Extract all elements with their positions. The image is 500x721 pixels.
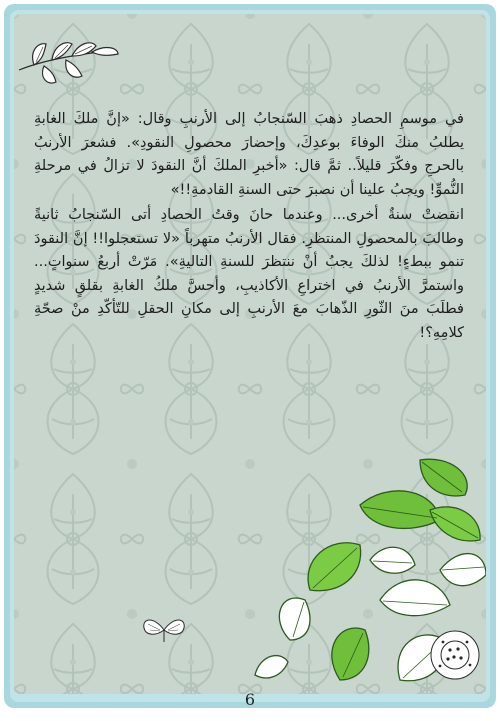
story-text xyxy=(34,108,464,347)
leaf-sprig-illustration xyxy=(14,30,124,90)
story-paragraph-1: في موسمِ الحصادِ ذهبَ السّنجابُ إلى الأرنبِ وقال: «إنَّ ملكَ الغابةِ يطلبُ منكَ الوفاءَ بوعدِكَ، وإحضارَ محصولِ النقودِ». فشعرَ الأرنبُ بالحرجِ وفكّرَ قليلاً.. ثمَّ قال: «أخبرِ الملكَ أنَّ النقودَ لا تزالُ في مرحلةِ النُّموِّ! ويجبُ علينا أن نصبرَ حتى السنةِ القادمةِ!!» xyxy=(34,111,464,198)
story-paragraph-2: انقضتْ سنةٌ أخرى... وعندما حانَ وقتُ الحصادِ أتى السّنجابُ ثانيةً وطالبَ بالمحصولِ المنتظرِ. فقال الأرنبُ متهرباً «لا تستعجلوا!! إنَّ النقودَ تنمو ببطءٍ! لذلكَ يجبُ أنْ ننتظرَ للسنةِ التاليةِ». مَرّتْ أربعُ سنواتٍ... واستمرَّ الأرنبُ في اختراعِ الأكاذيبِ، وأحسَّ ملكُ الغابةِ بقلقٍ شديدٍ فطلَبَ منَ الثّورِ الذّهابَ معَ الأرنبِ إلى مكانِ الحقلِ للتّأكّدِ منْ صحّةِ كلامِهِ؟! xyxy=(34,207,464,341)
page-number: 6 xyxy=(244,690,256,709)
butterfly-icon xyxy=(140,612,188,646)
green-leaves-illustration xyxy=(250,450,486,694)
